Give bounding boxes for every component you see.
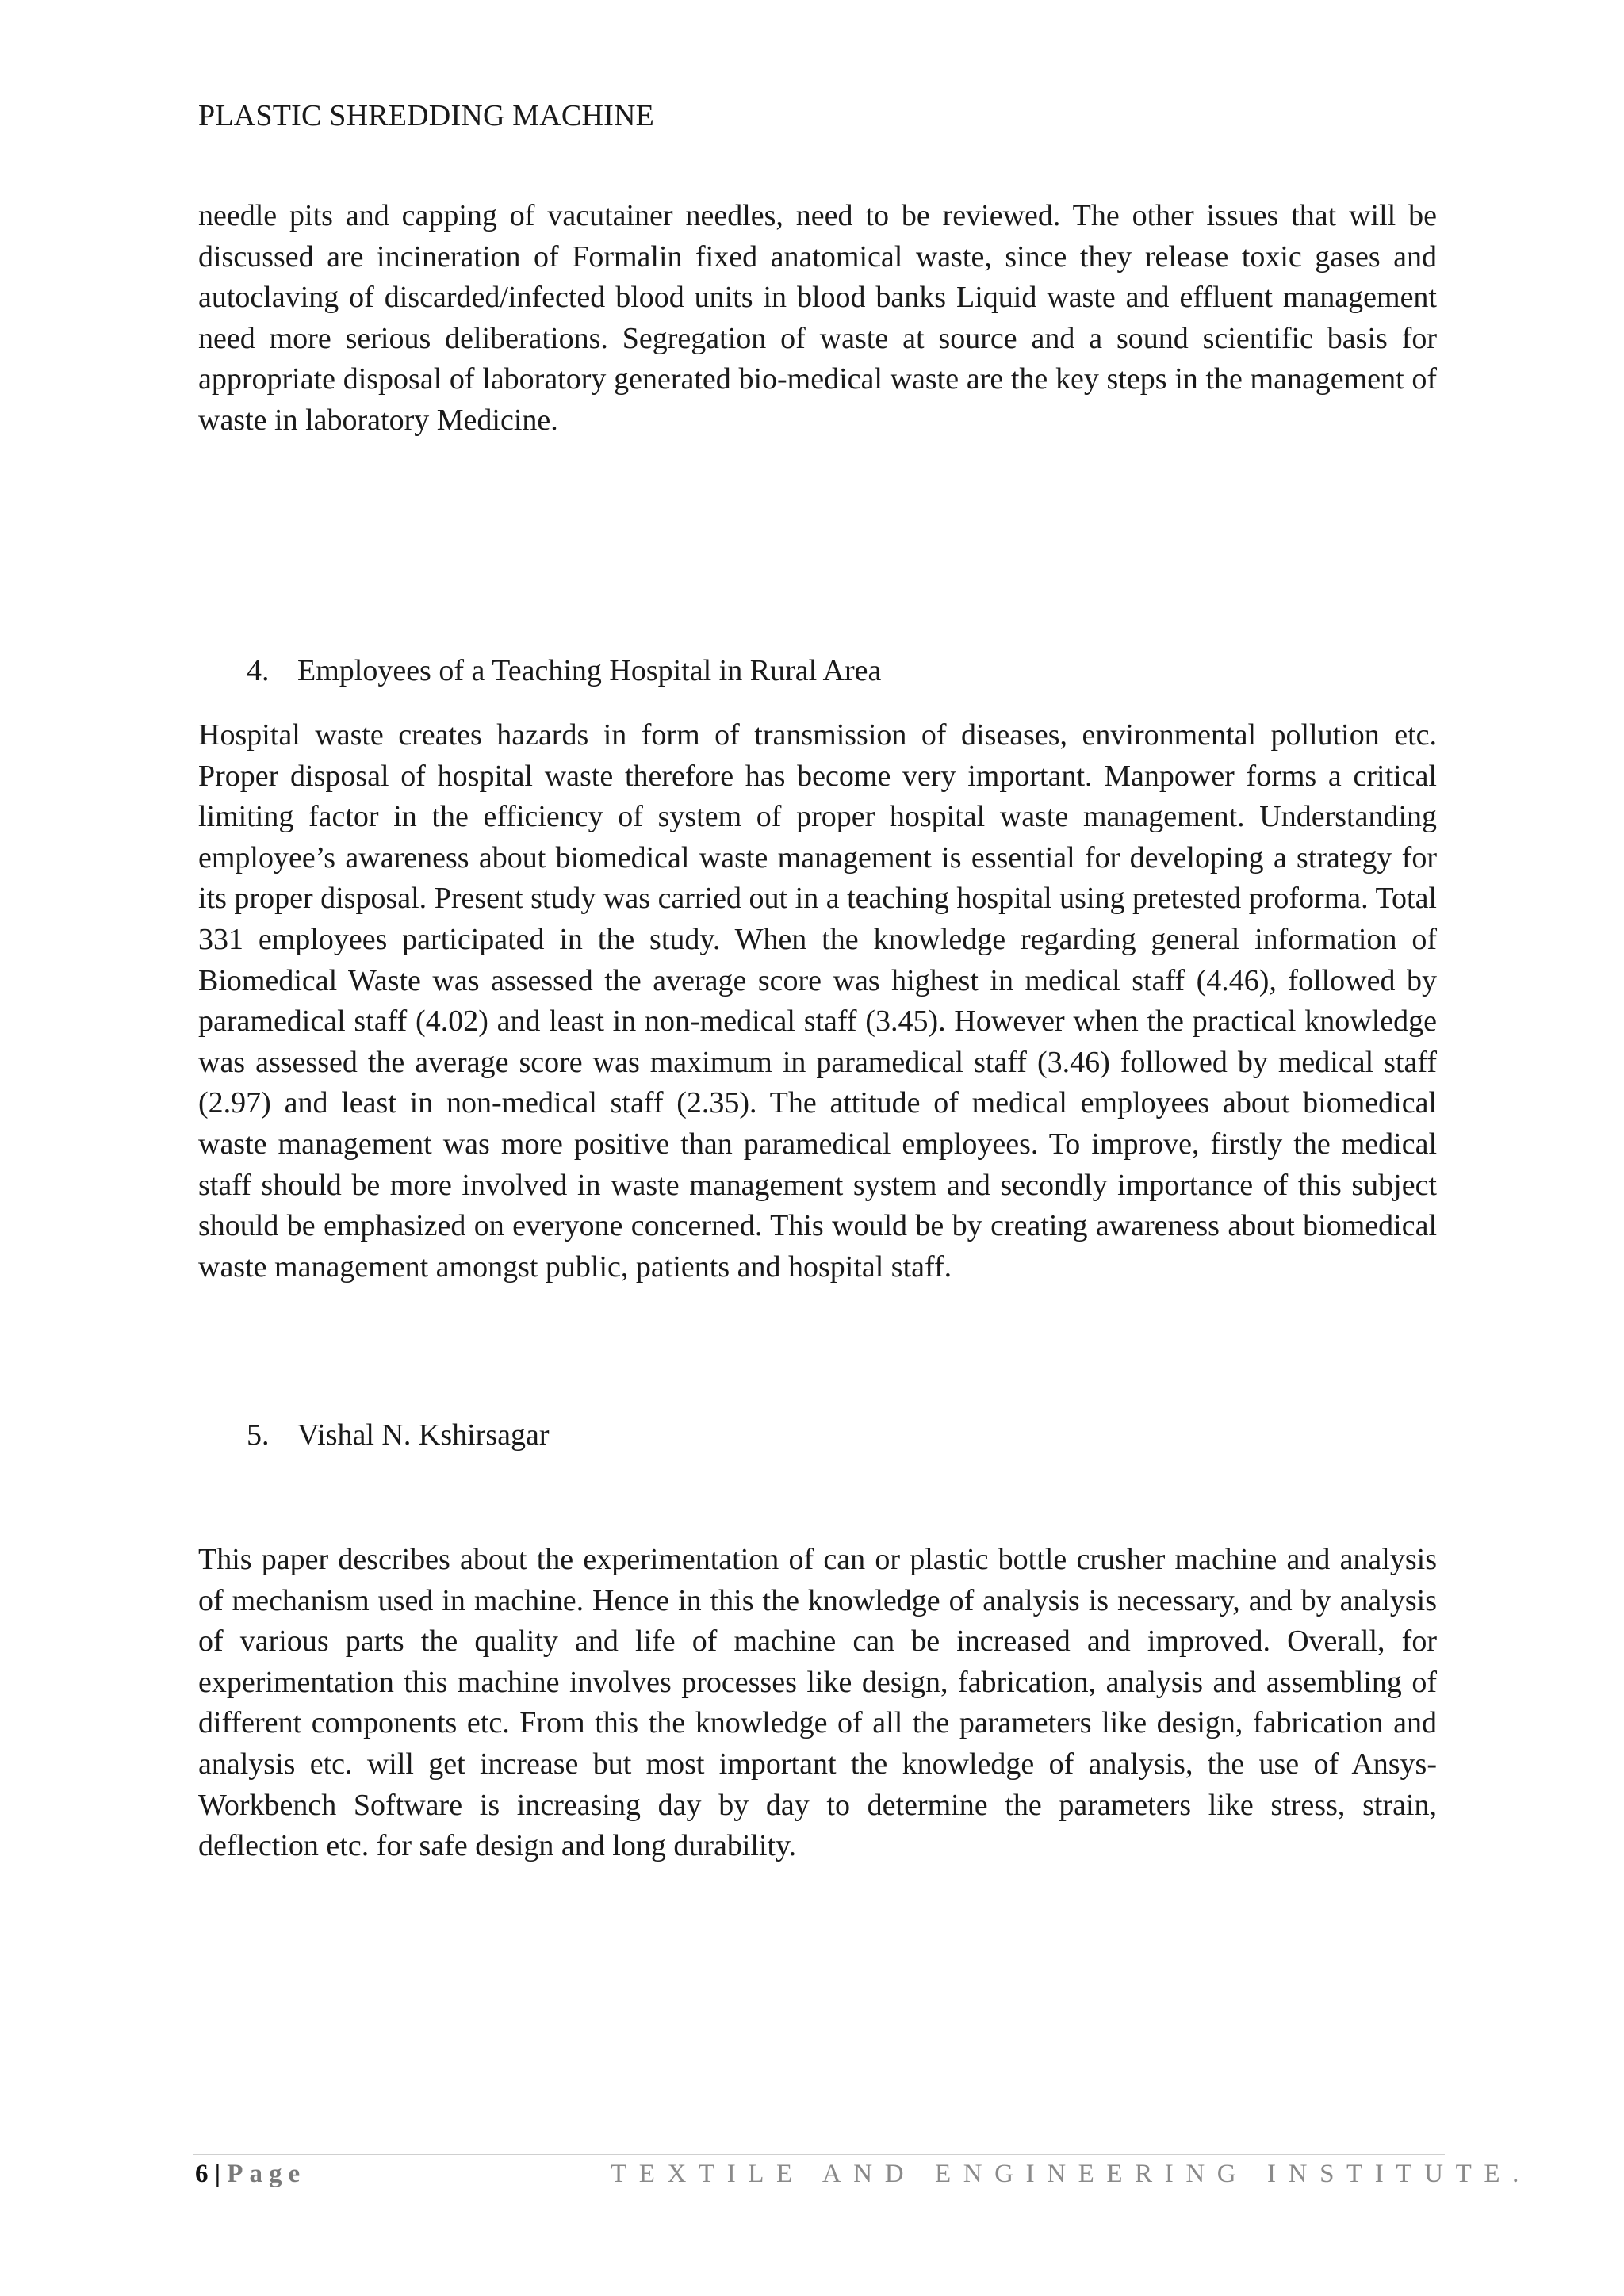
page-number: 6 bbox=[195, 2160, 209, 2188]
section-number: 5. bbox=[247, 1418, 270, 1452]
paragraph-crusher-machine: This paper describes about the experimentation of can or plastic bottle crusher machine and analysis of mechanism used in machine. Hence in this the knowledge of analysis is necessary, and by analysis of various parts the quality and life of machine can be increased and improved. Overall, for experimentation this machine involves processes like design, fabrication, analysis and assembling of different components etc. From this the knowledge of all the parameters like design, fabrication and analysis etc. will get increase but most important the knowledge of analysis, the use of Ansys-Workbench Software is increasing day by day to determine the parameters like stress, strain, deflection etc. for safe design and long durability. bbox=[198, 1543, 1437, 1863]
section-heading-4 bbox=[247, 652, 881, 690]
page-label: Page bbox=[227, 2160, 307, 2188]
section-heading-5 bbox=[247, 1416, 550, 1454]
footer-institute-name: TEXTILE AND ENGINEERING INSTITUTE. bbox=[611, 2160, 1531, 2188]
footer-page-number bbox=[195, 2156, 306, 2191]
section-title: Vishal N. Kshirsagar bbox=[297, 1418, 550, 1452]
page-separator: | bbox=[214, 2160, 221, 2188]
section-title: Employees of a Teaching Hospital in Rural Area bbox=[297, 654, 882, 687]
paragraph-intro: needle pits and capping of vacutainer needles, need to be reviewed. The other issues that will be discussed are incineration of Formalin fixed anatomical waste, since they release toxic gases and autoclaving of discarded/infected blood units in blood banks Liquid waste and effluent management need more serious deliberations. Segregation of waste at source and a sound scientific basis for appropriate disposal of laboratory generated bio-medical waste are the key steps in the management of waste in laboratory Medicine. bbox=[198, 199, 1437, 437]
footer-divider bbox=[193, 2154, 1445, 2155]
paragraph-hospital-employees: Hospital waste creates hazards in form of transmission of diseases, environmental pollution etc. Proper disposal of hospital waste therefore has become very important. Manpower forms a critical limiting factor in the efficiency of system of proper hospital waste management. Understanding employee’s awareness about biomedical waste management is essential for developing a strategy for its proper disposal. Present study was carried out in a teaching hospital using pretested proforma. Total 331 employees participated in the study. When the knowledge regarding general information of Biomedical Waste was assessed the average score was highest in medical staff (4.46), followed by paramedical staff (4.02) and least in non-medical staff (3.45). However when the practical knowledge was assessed the average score was maximum in paramedical staff (3.46) followed by medical staff (2.97) and least in non-medical staff (2.35). The attitude of medical employees about biomedical waste management was more positive than paramedical employees. To improve, firstly the medical staff should be more involved in waste management system and secondly importance of this subject should be emphasized on everyone concerned. This would be by creating awareness about biomedical waste management amongst public, patients and hospital staff. bbox=[198, 718, 1437, 1284]
running-header: PLASTIC SHREDDING MACHINE bbox=[198, 99, 655, 132]
section-number: 4. bbox=[247, 654, 270, 687]
